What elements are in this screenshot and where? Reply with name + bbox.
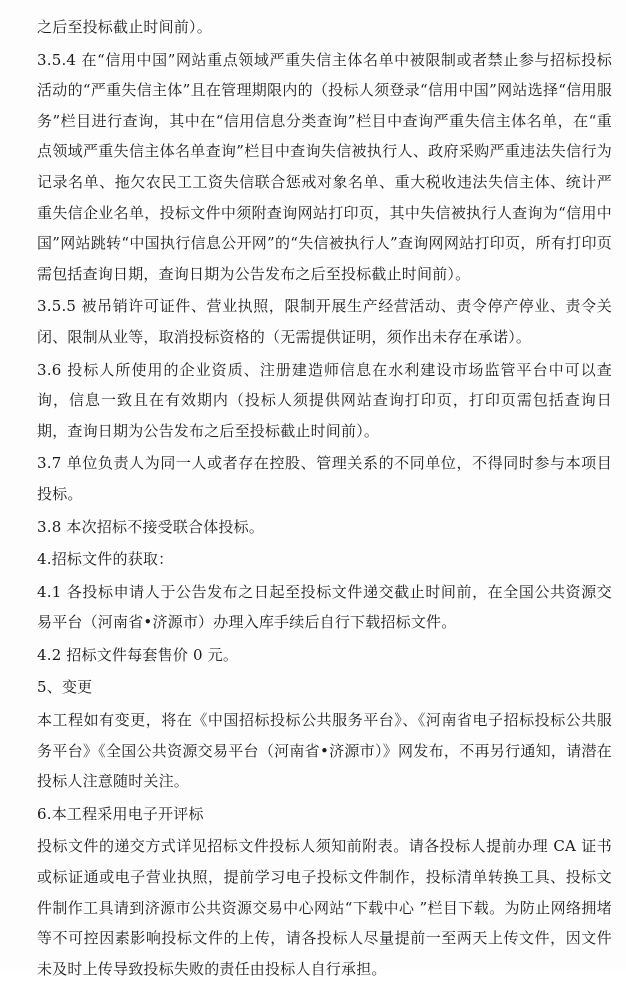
- paragraph-3-5-4: 3.5.4 在“信用中国”网站重点领域严重失信主体名单中被限制或者禁止参与招标投标活动的“严重失信主体”且在管理期限内的（投标人须登录“信用中国”网站选择“信用服务”栏目进行查询，其中在“信用信息分类查询”栏目中查询严重失信主体名单，在“重点领域严重失信主体名单查询”栏目中查询失信被执行人、政府采购严重违法失信行为记录名单、拖欠农民工工资失信联合惩戒对象名单、重大税收违法失信主体、统计严重失信企业名单，投标文件中须附查询网站打印页，其中失信被执行人查询为“信用中国”网站跳转“中国执行信息公开网”的“失信被执行人”查询网网站打印页，所有打印页需包括查询日期，查询日期为公告发布之后至投标截止时间前）。: [37, 50, 612, 283]
- section-heading-4: 4.招标文件的获取：: [37, 550, 174, 569]
- paragraph-4-1: 4.1 各投标申请人于公告发布之日起至投标文件递交截止时间前，在全国公共资源交易平台（河南省•济源市）办理入库手续后自行下载招标文件。: [37, 582, 612, 632]
- section-heading-5: 5、变更: [37, 678, 93, 697]
- document-body: [37, 12, 612, 984]
- paragraph-5-change: 本工程如有变更，将在《中国招标投标公共服务平台》、《河南省电子招标投标公共服务平台》《全国公共资源交易平台（河南省•济源市）》网发布，不再另行通知，请潜在投标人注意随时关注。: [37, 711, 612, 791]
- paragraph-6-submission: 投标文件的递交方式详见招标文件投标人须知前附表。请各投标人提前办理 CA 证书或标证通或电子营业执照，提前学习电子投标文件制作，投标清单转换工具、投标文件制作工具请到济源市公共资源交易中心网站“下载中心 ”栏目下载。为防止网络拥堵等不可控因素影响投标文件的上传，请各投标人尽量提前一至两天上传文件，因文件未及时上传导致投标失败的责任由投标人自行承担。: [37, 837, 612, 978]
- paragraph-3-7: 3.7 单位负责人为同一人或者存在控股、管理关系的不同单位，不得同时参与本项目投标。: [37, 454, 612, 503]
- paragraph-continuation: 之后至投标截止时间前）。: [37, 18, 212, 36]
- paragraph-3-5-5: 3.5.5 被吊销许可证件、营业执照，限制开展生产经营活动、责令停产停业、责令关闭、限制从业等，取消投标资格的（无需提供证明，须作出未存在承诺）。: [37, 297, 612, 346]
- paragraph-4-2: 4.2 招标文件每套售价 0 元。: [37, 645, 239, 664]
- paragraph-3-6: 3.6 投标人所使用的企业资质、注册建造师信息在水利建设市场监管平台中可以查询，信息一致且在有效期内（投标人须提供网站查询打印页，打印页需包括查询日期，查询日期为公告发布之后至投标截止时间前）。: [37, 360, 612, 440]
- section-heading-6: 6.本工程采用电子开评标: [37, 804, 204, 823]
- paragraph-3-8: 3.8 本次招标不接受联合体投标。: [37, 517, 265, 536]
